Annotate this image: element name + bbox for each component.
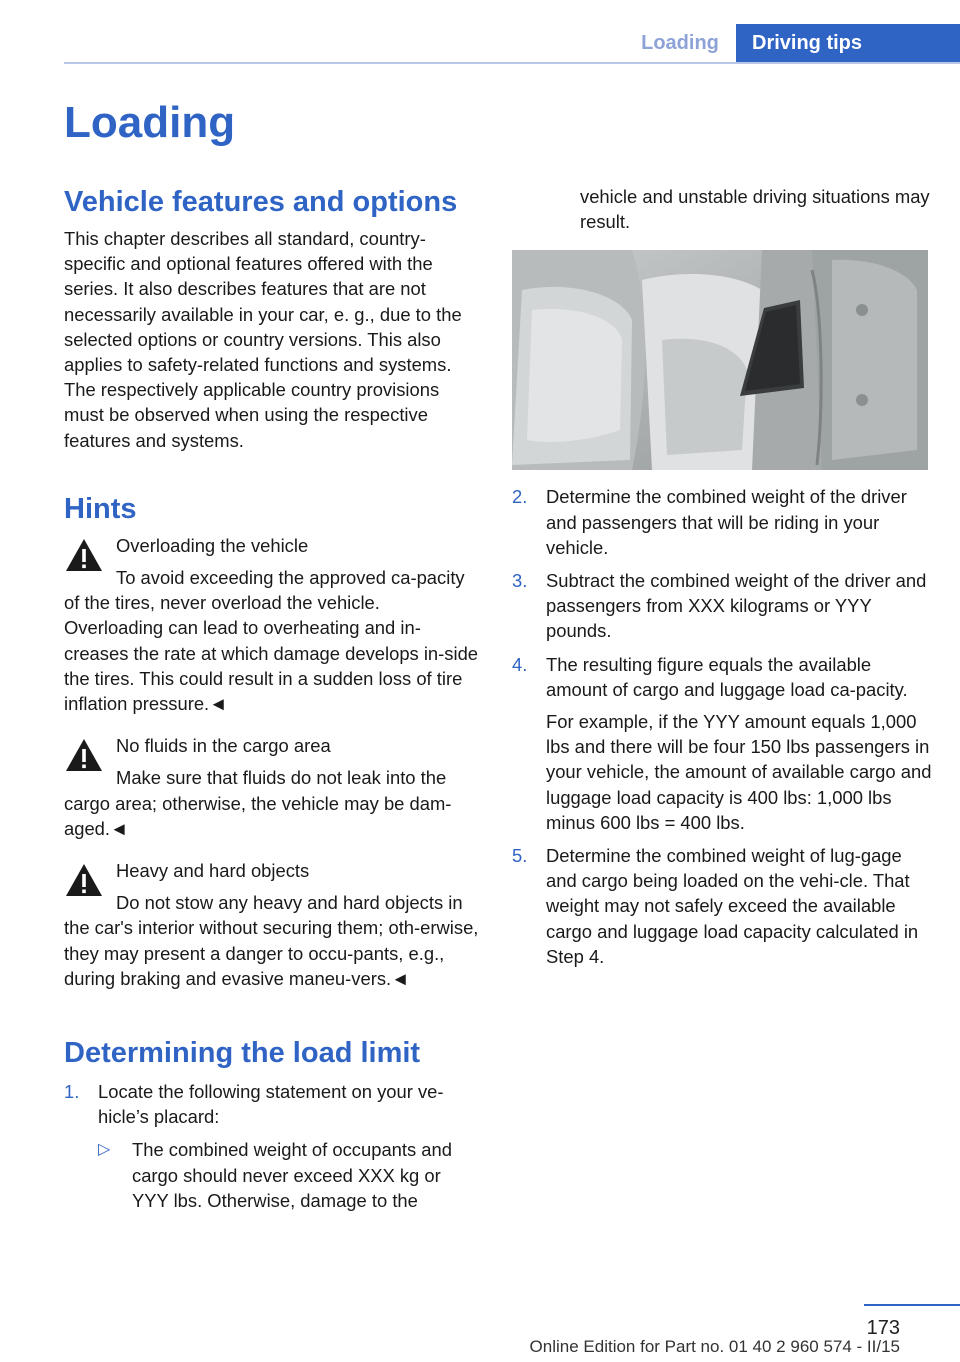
step-text: Locate the following statement on your ve-hicle’s placard: bbox=[98, 1081, 444, 1128]
warning-triangle-icon bbox=[64, 862, 104, 898]
warning-overloading bbox=[64, 533, 480, 716]
step-text: Determine the combined weight of the driver and passengers that will be riding in your vehicle. bbox=[546, 486, 907, 558]
seat-load-label-photo bbox=[512, 250, 928, 470]
warning-title: No fluids in the cargo area bbox=[116, 735, 331, 757]
footer-edition: Online Edition for Part no. 01 40 2 960 574 - II/15 bbox=[529, 1337, 900, 1356]
step-number: 3. bbox=[512, 570, 528, 592]
footer-rule bbox=[864, 1304, 960, 1306]
list-item bbox=[512, 484, 932, 560]
load-limit-heading: Determining the load limit bbox=[64, 1037, 421, 1070]
right-column bbox=[512, 184, 932, 977]
vehicle-features-body: This chapter describes all standard, country-specific and optional features offered with the series. It also describes features that are not necessarily available in your car, e. g., due to the selected options or country versions. This also applies to safety-related functions and systems. The respectively applicable country provisions must be observed when using the respective features and systems. bbox=[64, 228, 462, 451]
list-item bbox=[512, 568, 932, 644]
list-item bbox=[98, 1137, 480, 1213]
warning-title: Overloading the vehicle bbox=[116, 534, 309, 556]
warning-heavy-objects bbox=[64, 858, 480, 991]
warning-triangle-icon bbox=[64, 537, 104, 573]
header-rule bbox=[64, 62, 960, 64]
step-number: 4. bbox=[512, 653, 528, 675]
step-number: 2. bbox=[512, 486, 528, 508]
triangle-bullet-icon: ▷ bbox=[98, 1141, 111, 1159]
load-limit-steps-left bbox=[64, 1079, 480, 1213]
warning-body: Make sure that fluids do not leak into the cargo area; otherwise, the vehicle may be dam-aged.◄ bbox=[64, 767, 452, 839]
load-limit-steps-right bbox=[512, 484, 932, 969]
header-tab-driving-tips[interactable]: Driving tips bbox=[736, 24, 960, 62]
list-item bbox=[64, 1079, 480, 1213]
list-item bbox=[512, 843, 932, 969]
list-item bbox=[512, 652, 932, 835]
warning-no-fluids bbox=[64, 733, 480, 841]
header-tab-loading[interactable]: Loading bbox=[641, 32, 719, 54]
step-text: Subtract the combined weight of the driver and passengers from XXX kilograms or YYY pounds. bbox=[546, 570, 927, 642]
page-number: 173 bbox=[866, 1317, 900, 1339]
left-column bbox=[64, 96, 480, 1221]
placard-statement-continued: vehicle and unstable driving situations may result. bbox=[580, 186, 930, 233]
warning-triangle-icon bbox=[64, 737, 104, 773]
vehicle-features-heading: Vehicle features and options bbox=[64, 186, 458, 218]
page-title: Loading bbox=[64, 98, 236, 147]
step-number: 1. bbox=[64, 1081, 80, 1103]
step-example: For example, if the YYY amount equals 1,000 lbs and there will be four 150 lbs passengers in your vehicle, the amount of available cargo and luggage load capacity is 400 lbs: 1,000 lbs minus 600 lbs = 400 lbs. bbox=[546, 711, 932, 833]
step-number: 5. bbox=[512, 845, 528, 867]
step-text: Determine the combined weight of lug-gage and cargo being loaded on the vehi-cle. That weight may not safely exceed the available cargo and luggage load capacity calculated in Step 4. bbox=[546, 845, 919, 967]
warning-body: To avoid exceeding the approved ca-pacity of the tires, never overload the vehicle. Overloading can lead to overheating and in-creases the rate at which damage develops in-side the tires. This could result in a sudden loss of tire inflation pressure.◄ bbox=[64, 567, 479, 715]
step-text: The resulting figure equals the available amount of cargo and luggage load ca-pacity. bbox=[546, 653, 908, 700]
placard-statement-list bbox=[98, 1137, 480, 1213]
warning-body: Do not stow any heavy and hard objects in the car's interior without securing them; oth-erwise, they may present a danger to occu-pants, e.g., during braking and evasive maneu-vers.◄ bbox=[64, 892, 479, 989]
warning-title: Heavy and hard objects bbox=[116, 860, 310, 882]
hints-heading: Hints bbox=[64, 492, 137, 525]
placard-statement-text: The combined weight of occupants and cargo should never exceed XXX kg or YYY lbs. Otherwise, damage to the bbox=[132, 1139, 452, 1211]
